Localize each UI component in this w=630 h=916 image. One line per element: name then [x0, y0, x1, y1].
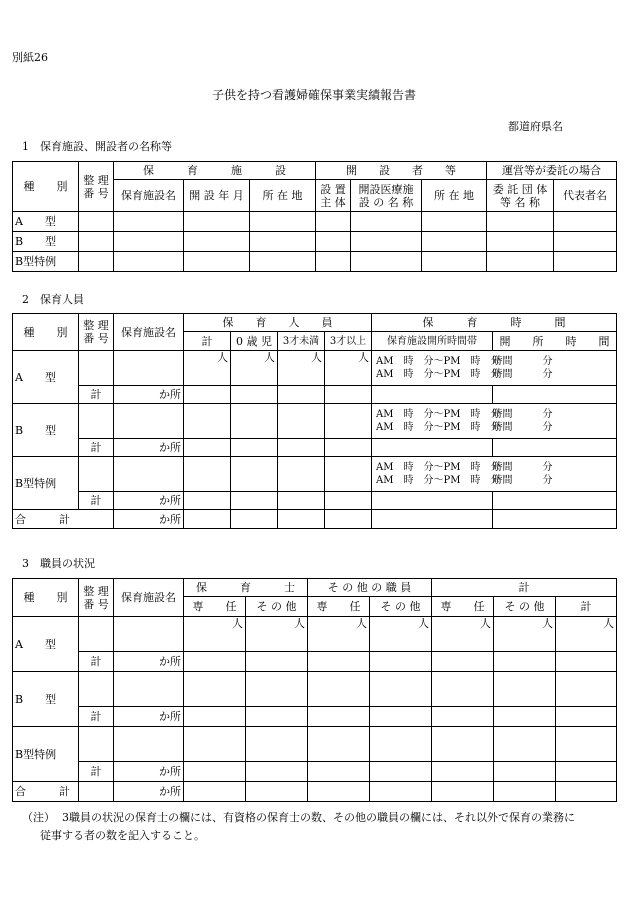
- facility-name-header: 保育施設名: [114, 180, 184, 212]
- number-header: 整 理 番 号: [79, 314, 114, 351]
- consign-group-header: 運営等が委託の場合: [487, 162, 617, 180]
- facility-count-unit: か所: [114, 386, 184, 404]
- other-staff-group-header: そ の 他 の 職 員: [308, 579, 432, 597]
- facility-name-header: 保育施設名: [114, 579, 184, 617]
- subtotal-label: 計: [79, 386, 114, 404]
- open-duration-header: 開 所 時 間: [493, 332, 617, 351]
- unit-person: 人: [308, 617, 370, 652]
- type-b-label: B 型: [13, 672, 79, 727]
- subtotal-label: 計: [79, 492, 114, 510]
- facility-count-unit: か所: [114, 707, 184, 727]
- under3-header: 3才未満: [278, 332, 325, 351]
- setting-body-header: 設 置 主 体: [316, 180, 351, 212]
- type-header: 種 別: [13, 579, 79, 617]
- open-date-header: 開 設 年 月: [184, 180, 250, 212]
- childcare-time-header: 保 育 時 間: [372, 314, 617, 332]
- representative-header: 代表者名: [554, 180, 617, 212]
- am-pm-time: AM 時 分〜PM 時 分 時間 分: [376, 475, 553, 486]
- type-a-label: A 型: [13, 212, 79, 232]
- unit-person: 人: [231, 351, 278, 386]
- facility-count-unit: か所: [114, 510, 184, 529]
- note-label: （注）: [22, 811, 55, 824]
- unit-person: 人: [278, 351, 325, 386]
- type-b-special-label: B型特例: [13, 252, 79, 272]
- am-pm-time: AM 時 分〜PM 時 分 時間 分: [376, 369, 553, 380]
- type-header: 種 別: [13, 314, 79, 351]
- full-time-header: 専 任: [184, 597, 246, 617]
- childcare-staff-table: [12, 313, 617, 529]
- other-header: そ の 他: [370, 597, 432, 617]
- unit-person: 人: [184, 351, 231, 386]
- facility-group-header: 保 育 施 設: [114, 162, 316, 180]
- facility-name-header: 保育施設名: [114, 314, 184, 351]
- note-text-line2: 従事する者の数を記入すること。: [40, 829, 205, 842]
- am-pm-time: AM 時 分〜PM 時 分 時間 分: [376, 422, 553, 433]
- am-pm-time: AM 時 分〜PM 時 分 時間 分: [376, 356, 553, 367]
- note-text-line1: 3職員の状況の保育士の欄には、有資格の保育士の数、その他の職員の欄には、それ以外で保育の業務に: [62, 811, 575, 824]
- subtotal-label: 計: [79, 762, 114, 782]
- type-b-label: B 型: [13, 404, 79, 457]
- subtotal-label: 計: [79, 652, 114, 672]
- type-b-label: B 型: [13, 232, 79, 252]
- section3-heading: 3 職員の状況: [22, 557, 95, 570]
- unit-person: 人: [494, 617, 556, 652]
- number-header: 整 理 番 号: [79, 162, 114, 212]
- am-pm-time: AM 時 分〜PM 時 分 時間 分: [376, 409, 553, 420]
- type-a-label: A 型: [13, 351, 79, 404]
- unit-person: 人: [370, 617, 432, 652]
- facility-count-unit: か所: [114, 782, 184, 802]
- facility-count-unit: か所: [114, 492, 184, 510]
- type-a-label: A 型: [13, 617, 79, 672]
- open-hours-header: 保育施設開所時間帯: [372, 332, 493, 351]
- section2-heading: 2 保育人員: [22, 293, 84, 306]
- total-group-header: 計: [432, 579, 617, 597]
- section1-heading: 1 保育施設、開設者の名称等: [22, 140, 172, 153]
- founder-location-header: 所 在 地: [422, 180, 487, 212]
- number-header: 整 理 番 号: [79, 579, 114, 617]
- grand-total-label: 合 計: [13, 510, 114, 529]
- facility-table: [12, 161, 617, 272]
- location-header: 所 在 地: [250, 180, 316, 212]
- type-b-special-label: B型特例: [13, 727, 79, 782]
- childcare-people-header: 保 育 人 員: [184, 314, 372, 332]
- doc-label: 別紙26: [12, 51, 48, 64]
- nurse-group-header: 保 育 士: [184, 579, 308, 597]
- unit-person: 人: [246, 617, 308, 652]
- page-title: 子供を持つ看護婦確保事業実績報告書: [212, 88, 417, 102]
- unit-person: 人: [325, 351, 372, 386]
- unit-person: 人: [556, 617, 617, 652]
- age0-header: 0 歳 児: [231, 332, 278, 351]
- facility-count-unit: か所: [114, 439, 184, 457]
- over3-header: 3才以上: [325, 332, 372, 351]
- facility-count-unit: か所: [114, 652, 184, 672]
- subtotal-label: 計: [79, 707, 114, 727]
- facility-count-unit: か所: [114, 762, 184, 782]
- other-header: そ の 他: [246, 597, 308, 617]
- unit-person: 人: [432, 617, 494, 652]
- total-header: 計: [184, 332, 231, 351]
- institution-header: 開設医療施 設 の 名 称: [351, 180, 422, 212]
- subtotal-label: 計: [79, 439, 114, 457]
- full-time-header: 専 任: [308, 597, 370, 617]
- founder-group-header: 開 設 者 等: [316, 162, 487, 180]
- consign-org-header: 委 託 団 体 等 名 称: [487, 180, 554, 212]
- total-header: 計: [556, 597, 617, 617]
- grand-total-label: 合 計: [13, 782, 79, 802]
- type-b-special-label: B型特例: [13, 457, 79, 510]
- prefecture-label: 都道府県名: [508, 120, 563, 133]
- other-header: そ の 他: [494, 597, 556, 617]
- staff-status-table: [12, 578, 617, 802]
- am-pm-time: AM 時 分〜PM 時 分 時間 分: [376, 462, 553, 473]
- full-time-header: 専 任: [432, 597, 494, 617]
- type-header: 種 別: [13, 162, 79, 212]
- unit-person: 人: [184, 617, 246, 652]
